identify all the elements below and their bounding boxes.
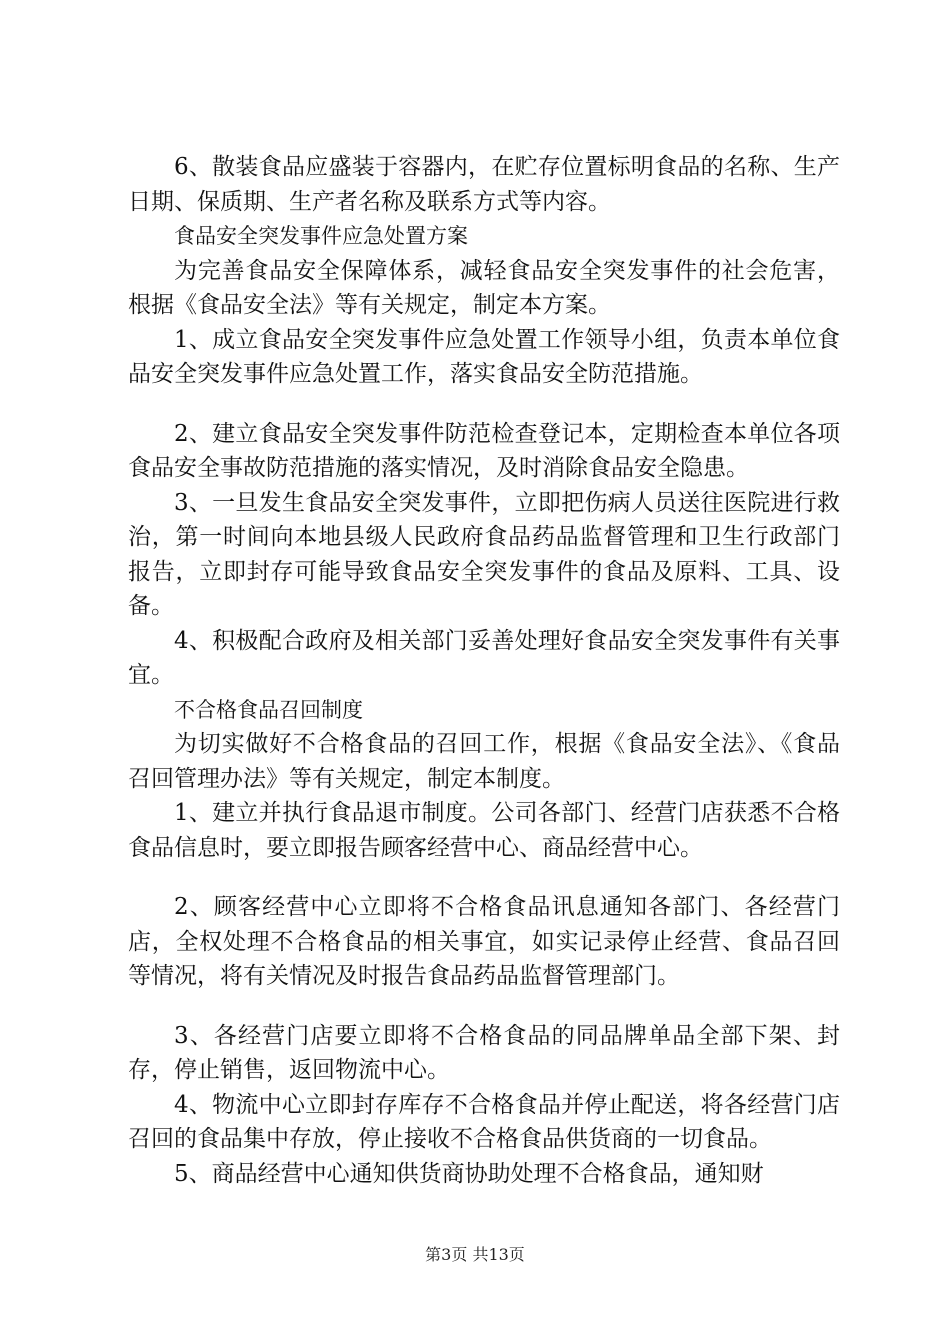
paragraph-emergency-item-3: 3、一旦发生食品安全突发事件，立即把伤病人员送往医院进行救治，第一时间向本地县级人民政府食品药品监督管理和卫生行政部门报告，立即封存可能导致食品安全突发事件的食品及原料、工具、设备。: [128, 489, 840, 619]
document-body: [128, 150, 840, 1191]
section-heading-emergency-plan: 食品安全突发事件应急处置方案: [174, 224, 468, 248]
paragraph-emergency-item-2: 2、建立食品安全突发事件防范检查登记本，定期检查本单位各项食品安全事故防范措施的落实情况，及时消除食品安全隐患。: [128, 420, 840, 481]
paragraph-recall-item-2: 2、顾客经营中心立即将不合格食品讯息通知各部门、各经营门店，全权处理不合格食品的相关事宜，如实记录停止经营、食品召回等情况，将有关情况及时报告食品药品监督管理部门。: [128, 894, 840, 989]
section-heading-recall-system: 不合格食品召回制度: [174, 697, 363, 722]
paragraph-recall-intro: 为切实做好不合格食品的召回工作，根据《食品安全法》、《食品召回管理办法》等有关规定，制定本制度。: [128, 731, 840, 792]
paragraph-bulk-food-storage: 6、散装食品应盛装于容器内，在贮存位置标明食品的名称、生产日期、保质期、生产者名称及联系方式等内容。: [128, 154, 840, 215]
paragraph-recall-item-3: 3、各经营门店要立即将不合格食品的同品牌单品全部下架、封存，停止销售，返回物流中心。: [128, 1022, 840, 1083]
paragraph-emergency-intro: 为完善食品安全保障体系，减轻食品安全突发事件的社会危害，根据《食品安全法》等有关规定，制定本方案。: [128, 257, 840, 318]
paragraph-emergency-item-1: 1、成立食品安全突发事件应急处置工作领导小组，负责本单位食品安全突发事件应急处置工作，落实食品安全防范措施。: [128, 326, 840, 387]
page-number-footer: 第3页 共13页: [425, 1245, 525, 1264]
paragraph-recall-item-1: 1、建立并执行食品退市制度。公司各部门、经营门店获悉不合格食品信息时，要立即报告顾客经营中心、商品经营中心。: [128, 800, 840, 861]
paragraph-recall-item-5: 5、商品经营中心通知供货商协助处理不合格食品，通知财: [174, 1160, 764, 1187]
paragraph-emergency-item-4: 4、积极配合政府及相关部门妥善处理好食品安全突发事件有关事宜。: [128, 627, 840, 688]
paragraph-recall-item-4: 4、物流中心立即封存库存不合格食品并停止配送，将各经营门店召回的食品集中存放，停止接收不合格食品供货商的一切食品。: [128, 1091, 840, 1152]
